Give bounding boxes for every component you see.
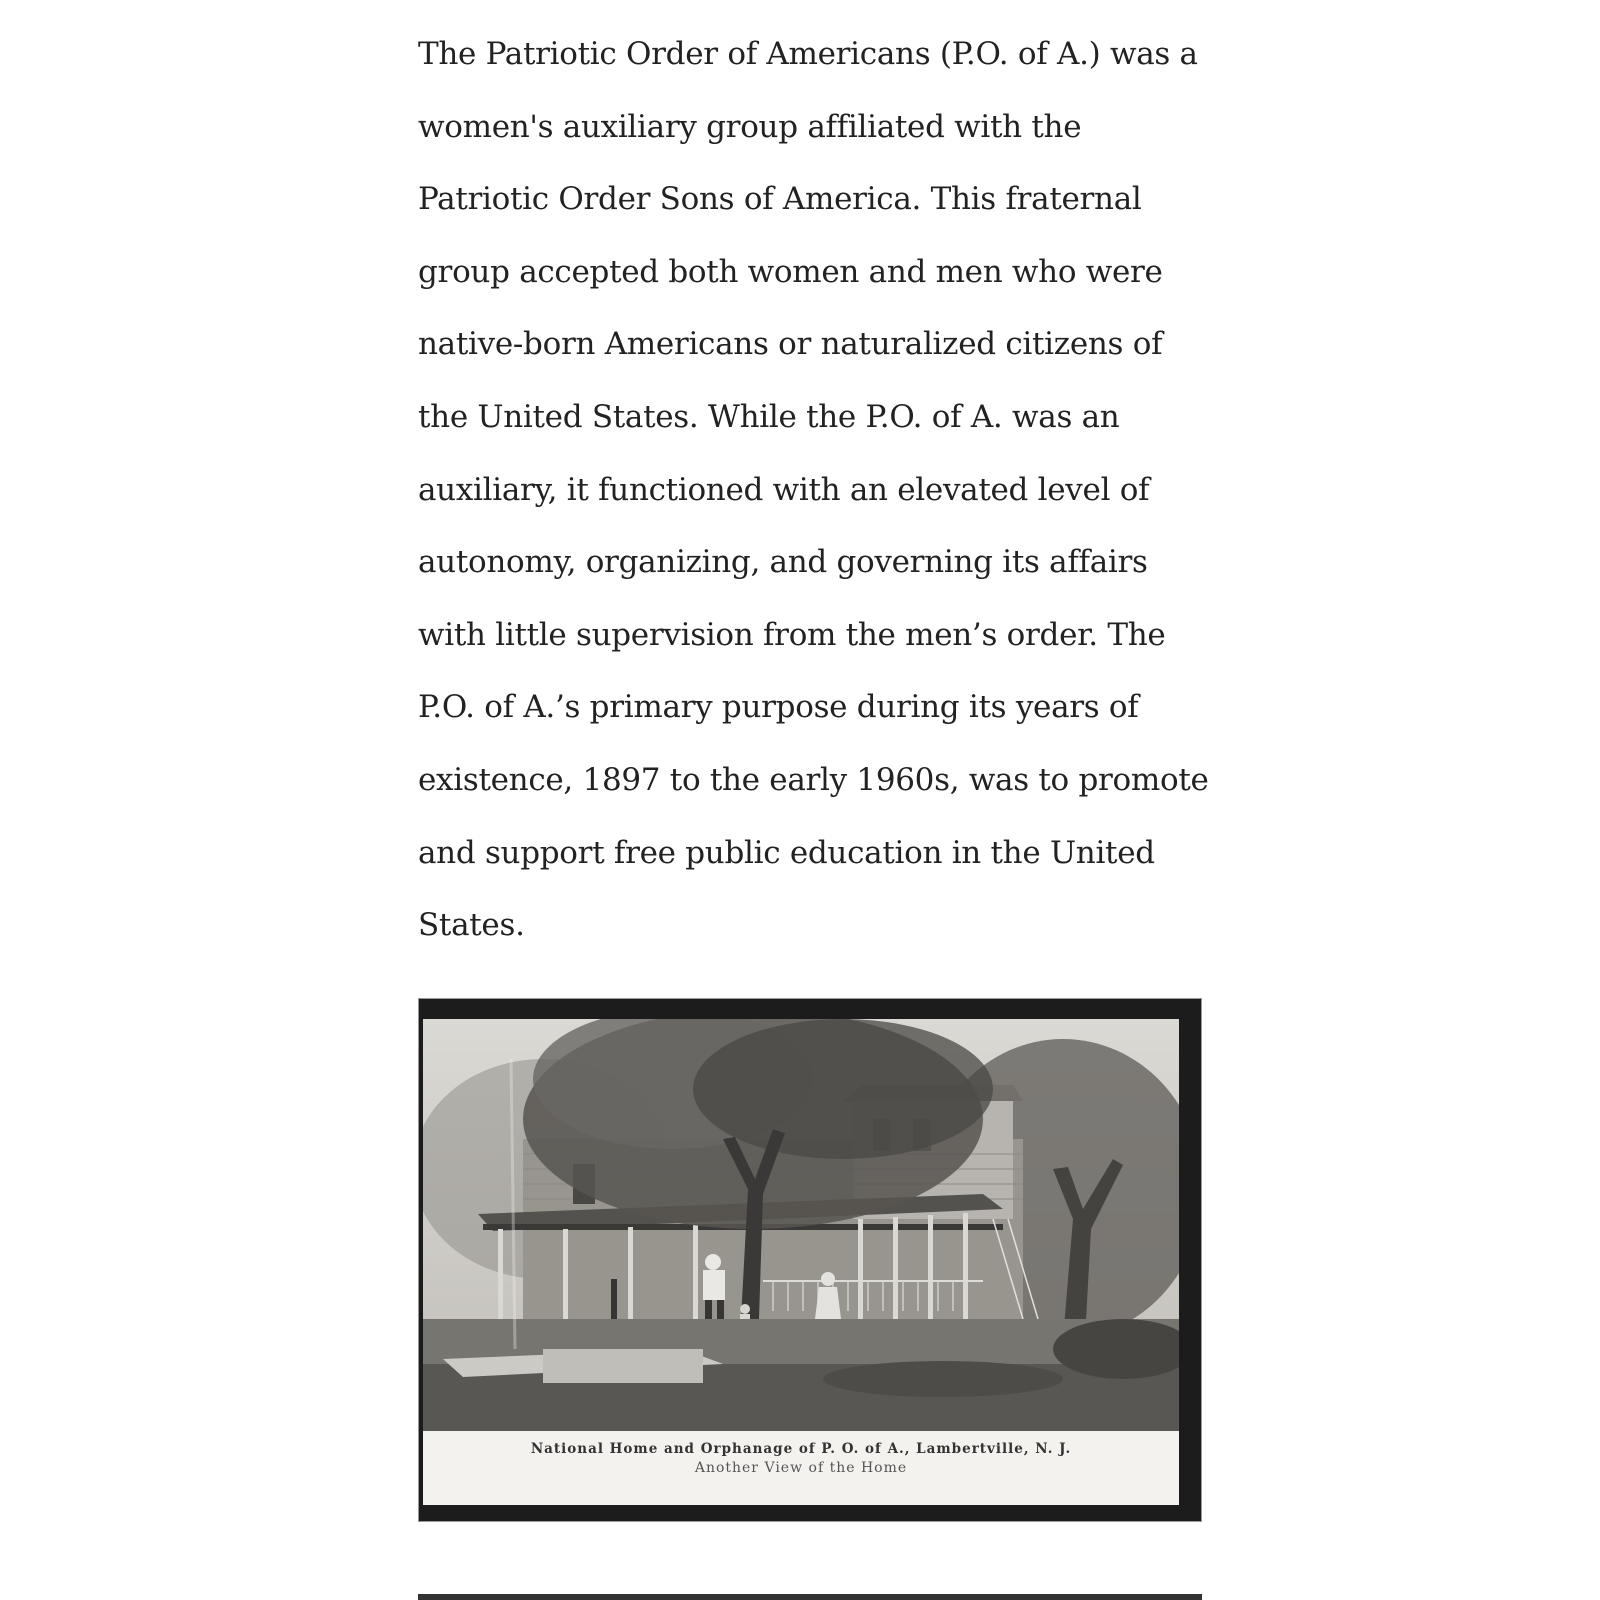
postcard <box>423 1019 1179 1505</box>
paragraph-line: auxiliary, it functioned with an elevated level of <box>418 471 1150 508</box>
postcard-image-frame[interactable] <box>418 998 1202 1522</box>
paragraph-line: women's auxiliary group affiliated with the <box>418 108 1082 145</box>
caption-subtitle: Another View of the Home <box>694 1460 908 1476</box>
paragraph-line: group accepted both women and men who were <box>418 253 1163 290</box>
paragraph-line: Patriotic Order Sons of America. This fraternal <box>418 181 1142 218</box>
caption-title: National Home and Orphanage of P. O. of A., Lambertville, N. J. <box>530 1441 1072 1457</box>
paragraph-line: P.O. of A.’s primary purpose during its years of <box>418 689 1139 726</box>
article-paragraph <box>418 18 1208 962</box>
paragraph-line: autonomy, organizing, and governing its affairs <box>418 544 1148 581</box>
paragraph-line: the United States. While the P.O. of A. was an <box>418 398 1120 435</box>
article-body <box>418 18 1208 962</box>
postcard-caption <box>423 1439 1179 1477</box>
paragraph-line: with little supervision from the men’s order. The <box>418 616 1166 653</box>
paragraph-line: and support free public education in the United <box>418 834 1155 871</box>
paragraph-line: native-born Americans or naturalized citizens of <box>418 326 1163 363</box>
paragraph-line: States. <box>418 907 525 944</box>
paragraph-line: The Patriotic Order of Americans (P.O. of A.) was a <box>418 36 1198 72</box>
paragraph-line: existence, 1897 to the early 1960s, was to promote <box>418 761 1209 798</box>
orphanage-photo <box>423 1019 1179 1431</box>
next-image-frame-edge <box>418 1594 1202 1600</box>
